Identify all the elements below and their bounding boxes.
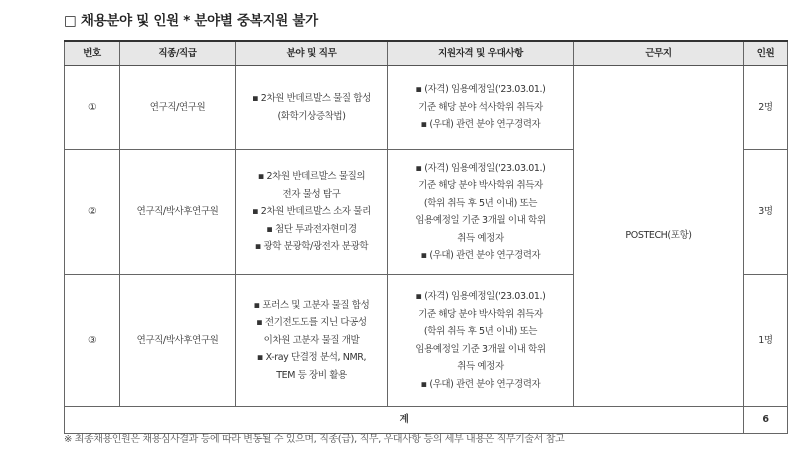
qualification-line: 임용예정일 기준 3개월 이내 학위 [415, 343, 546, 355]
field-line: 전자 물성 탐구 [282, 188, 341, 200]
qualification-cell [388, 66, 574, 150]
qualification-line: 취득 예정자 [457, 361, 504, 372]
qualification-cell [388, 150, 574, 275]
field-cell [236, 275, 388, 407]
field-line: 이차원 고분자 물질 개발 [263, 334, 360, 346]
field-line: (화학기상증착법) [277, 110, 346, 122]
qualification-line: ▪ (우대) 관련 분야 연구경력자 [420, 378, 541, 390]
total-count: 6 [744, 407, 788, 434]
field-line: ▪ X-ray 단결정 분석, NMR, [256, 352, 367, 364]
workplace-cell: POSTECH(포항) [574, 66, 744, 407]
field-line: ▪ 2차원 반데르발스 물질의 [257, 171, 366, 183]
qualification-line: (학위 취득 후 5년 이내) 또는 [423, 326, 538, 337]
table-row [65, 66, 788, 150]
field-cell [236, 66, 388, 150]
qualification-line: ▪ (자격) 임용예정일('23.03.01.) [415, 162, 546, 174]
header-no: 번호 [65, 41, 120, 66]
field-line: ▪ 2차원 반데르발스 물질 합성 [252, 93, 371, 104]
footnote: ※ 최종채용인원은 채용심사결과 등에 따라 변동될 수 있으며, 직종(급), 직무, 우대사항 등의 세부 내용은 직무기술서 참고 [64, 434, 565, 445]
field-line: TEM 등 장비 활용 [276, 369, 347, 381]
job-title: 연구직/박사후연구원 [120, 150, 236, 275]
qualification-line: 취득 예정자 [457, 232, 504, 244]
qualification-line: ▪ (자격) 임용예정일('23.03.01.) [415, 84, 546, 96]
header-field: 분야 및 직무 [236, 41, 388, 66]
headcount: 1명 [744, 275, 788, 407]
qualification-line: (학위 취득 후 5년 이내) 또는 [423, 197, 538, 209]
headcount: 3명 [744, 150, 788, 275]
qualification-line: 기준 해당 분야 박사학위 취득자 [418, 308, 543, 320]
job-title: 연구직/박사후연구원 [120, 275, 236, 407]
section-heading: □ 채용분야 및 인원 * 분야별 중복지원 불가 [64, 13, 318, 29]
headcount: 2명 [744, 66, 788, 150]
field-line: ▪ 첨단 투과전자현미경 [266, 223, 357, 235]
qualification-line: 기준 해당 분야 박사학위 취득자 [418, 180, 543, 191]
field-line: ▪ 포러스 및 고분자 물질 합성 [253, 299, 370, 311]
header-count: 인원 [744, 41, 788, 66]
field-line: ▪ 2차원 반데르발스 소자 물리 [252, 206, 371, 218]
recruitment-table [64, 40, 788, 434]
header-qualification: 지원자격 및 우대사항 [388, 41, 574, 66]
header-job: 직종/직급 [120, 41, 236, 66]
row-number: ① [65, 66, 120, 150]
qualification-line: ▪ (자격) 임용예정일('23.03.01.) [415, 291, 546, 302]
total-label: 계 [65, 407, 744, 434]
qualification-line: 기준 해당 분야 석사학위 취득자 [418, 101, 543, 113]
job-title: 연구직/연구원 [120, 66, 236, 150]
field-cell [236, 150, 388, 275]
row-number: ③ [65, 275, 120, 407]
field-line: ▪ 전기전도도를 지닌 다공성 [256, 317, 367, 329]
qualification-line: ▪ (우대) 관련 분야 연구경력자 [420, 119, 541, 131]
field-line: ▪ 광학 분광학/광전자 분광학 [254, 241, 369, 253]
qualification-cell [388, 275, 574, 407]
qualification-line: ▪ (우대) 관련 분야 연구경력자 [420, 250, 541, 261]
row-number: ② [65, 150, 120, 275]
header-workplace: 근무지 [574, 41, 744, 66]
qualification-line: 임용예정일 기준 3개월 이내 학위 [415, 215, 546, 226]
table-header-row [65, 41, 788, 66]
